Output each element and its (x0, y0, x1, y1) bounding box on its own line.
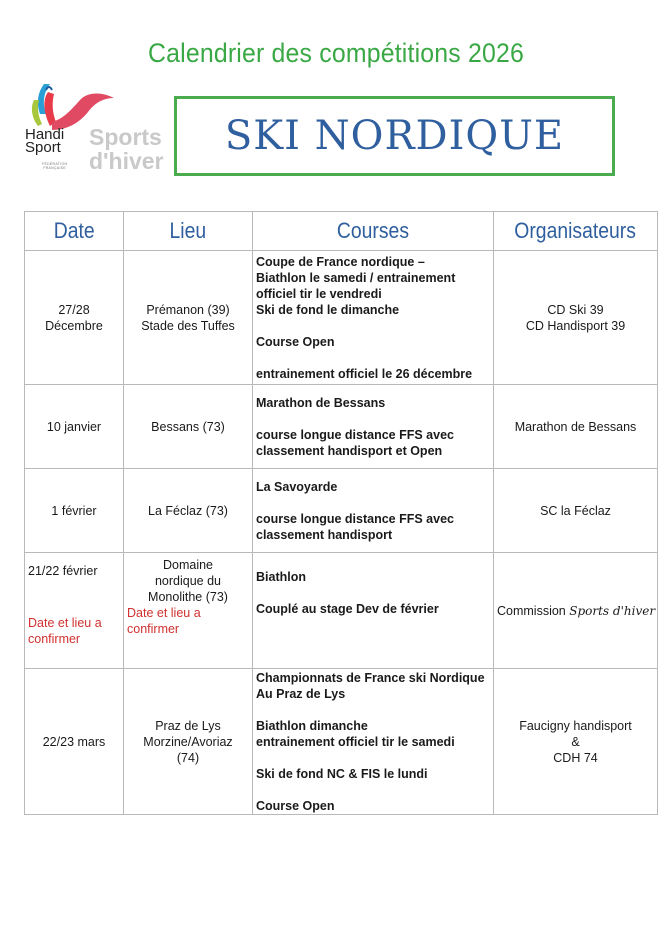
column-header-lieu-label: Lieu (169, 218, 207, 243)
discipline-banner (174, 96, 615, 176)
cell-lieu (124, 251, 253, 385)
cell-lieu (124, 385, 253, 469)
courses-text: entrainement officiel le 26 décembre (256, 366, 473, 381)
courses-text: Championnats de France ski Nordique (256, 670, 485, 685)
date-note-text: confirmer (28, 632, 81, 646)
cell-organisateurs (494, 553, 658, 669)
courses-text: course longue distance FFS avec (256, 511, 454, 526)
spacer (256, 702, 490, 718)
logo-subtitle (89, 125, 164, 173)
lieu-text: Prémanon (39) (146, 302, 230, 317)
organisateur-text: CD Ski 39 (547, 302, 604, 317)
date-text: 21/22 février (28, 564, 98, 578)
courses-text: Au Praz de Lys (256, 686, 346, 701)
lieu-text: nordique du (154, 574, 222, 588)
lieu-text: La Féclaz (73) (148, 503, 228, 518)
handisport-sports-dhiver-logo (22, 78, 167, 178)
date-note (28, 615, 120, 647)
organisateur-text: CD Handisport 39 (525, 318, 626, 333)
logo-federation-line1: FÉDÉRATION (42, 162, 68, 166)
spacer (256, 350, 490, 366)
courses-text: Course Open (256, 334, 335, 349)
spacer (256, 495, 490, 511)
lieu-text: Bessans (73) (151, 419, 225, 434)
lieu-note-text: Date et lieu a (127, 606, 201, 620)
table-row (25, 669, 658, 815)
organisateur-text: Marathon de Bessans (514, 419, 637, 434)
logo-subtitle-line1: Sports (89, 124, 162, 150)
column-header-date-label: Date (53, 218, 95, 243)
spacer (256, 411, 490, 427)
cell-organisateurs (494, 669, 658, 815)
date-text: 22/23 mars (42, 734, 106, 749)
logo-subtitle-line2: d'hiver (89, 148, 164, 174)
logo-brand-line1: Handi (25, 126, 65, 143)
spacer (256, 585, 490, 601)
spacer (256, 318, 490, 334)
organisateur-prefix: Commission (497, 603, 566, 618)
cell-lieu (124, 669, 253, 815)
organisateur-text: Faucigny handisport (519, 718, 632, 733)
table-row (25, 385, 658, 469)
courses-text: Marathon de Bessans (256, 395, 386, 410)
courses-text: Biathlon dimanche (256, 718, 368, 733)
column-header-organisateurs-label: Organisateurs (514, 218, 637, 243)
organisateur-text: CDH 74 (553, 750, 598, 765)
discipline-title: SKI NORDIQUE (224, 113, 565, 159)
column-header-lieu (124, 212, 253, 251)
cell-courses (253, 469, 494, 553)
cell-courses (253, 385, 494, 469)
courses-text: Couplé au stage Dev de février (256, 602, 439, 616)
cell-date (25, 251, 124, 385)
lieu-text: Praz de Lys (155, 718, 221, 733)
date-text: 1 février (51, 503, 97, 518)
courses-text: classement handisport et Open (256, 443, 443, 458)
spacer (256, 750, 490, 766)
logo-federation (42, 162, 67, 170)
cell-organisateurs (494, 251, 658, 385)
cell-organisateurs (494, 469, 658, 553)
cell-organisateurs (494, 385, 658, 469)
organisateur-text: SC la Féclaz (540, 503, 611, 518)
lieu-text: Domaine (162, 558, 214, 572)
courses-text: entrainement officiel tir le samedi (256, 734, 455, 749)
courses-text: Coupe de France nordique – (256, 254, 425, 269)
organisateur-sports-dhiver: Sports d'hiver (569, 603, 656, 618)
cell-courses (253, 251, 494, 385)
cell-lieu (124, 553, 253, 669)
lieu-note-text: confirmer (127, 622, 180, 636)
logo-brand (25, 128, 64, 154)
cell-date (25, 385, 124, 469)
organisateur-text: & (571, 734, 580, 749)
column-header-date (25, 212, 124, 251)
courses-text: Course Open (256, 798, 335, 813)
table-row (25, 553, 658, 669)
courses-text: Ski de fond le dimanche (256, 302, 400, 317)
courses-text: officiel tir le vendredi (256, 286, 382, 301)
column-header-courses-label: Courses (336, 218, 410, 243)
courses-text: Ski de fond NC & FIS le lundi (256, 766, 428, 781)
spacer (256, 782, 490, 798)
lieu-text: Morzine/Avoriaz (143, 734, 233, 749)
logo-federation-line2: FRANÇAISE (43, 166, 67, 170)
cell-lieu (124, 469, 253, 553)
column-header-courses (253, 212, 494, 251)
courses-text: La Savoyarde (256, 479, 338, 494)
table-header-row (25, 212, 658, 251)
cell-courses (253, 553, 494, 669)
date-text: 10 janvier (46, 419, 102, 434)
column-header-organisateurs (494, 212, 658, 251)
lieu-text: Stade des Tuffes (141, 318, 235, 333)
date-note-text: Date et lieu a (28, 616, 102, 630)
date-text: 27/28 (58, 302, 90, 317)
courses-text: classement handisport (256, 527, 393, 542)
competition-calendar-table (24, 211, 658, 815)
page-title: Calendrier des compétitions 2026 (148, 38, 524, 68)
cell-courses (253, 669, 494, 815)
lieu-text: Monolithe (73) (148, 590, 228, 604)
lieu-text: (74) (176, 750, 200, 765)
cell-date (25, 669, 124, 815)
date-text: Décembre (45, 318, 103, 333)
table-row (25, 469, 658, 553)
cell-date (25, 553, 124, 669)
courses-text: course longue distance FFS avec (256, 427, 454, 442)
courses-text: Biathlon le samedi / entrainement (256, 270, 456, 285)
cell-date (25, 469, 124, 553)
courses-text: Biathlon (256, 570, 306, 584)
date-stack (28, 563, 120, 647)
organisateur-text (497, 603, 654, 619)
logo-brand-line2: Sport (25, 139, 61, 156)
table-row (25, 251, 658, 385)
